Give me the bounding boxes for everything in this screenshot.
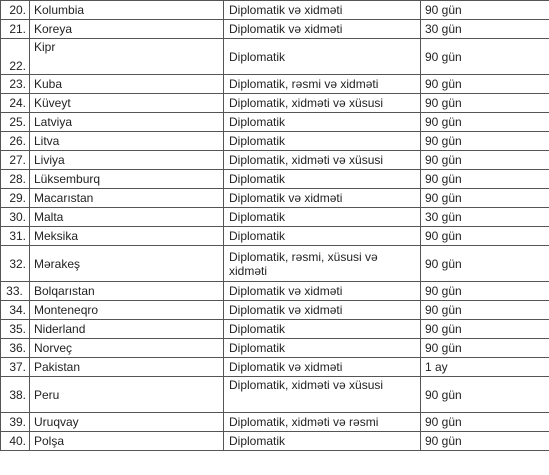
table-row bbox=[1, 75, 549, 94]
row-number: 34. bbox=[1, 301, 30, 320]
table-row bbox=[1, 189, 549, 208]
passport-type: Diplomatik və xidməti bbox=[224, 189, 421, 208]
stay-term: 90 gün bbox=[421, 94, 549, 113]
table-row bbox=[1, 301, 549, 320]
passport-type: Diplomatik və xidməti bbox=[224, 20, 421, 39]
country-name: Litva bbox=[30, 132, 224, 151]
country-name: Uruqvay bbox=[30, 413, 224, 432]
row-number: 30. bbox=[1, 208, 30, 227]
stay-term: 90 gün bbox=[421, 339, 549, 358]
country-name: Meksika bbox=[30, 227, 224, 246]
table-row bbox=[1, 282, 549, 301]
passport-type: Diplomatik, rəsmi və xidməti bbox=[224, 75, 421, 94]
passport-type: Diplomatik bbox=[224, 227, 421, 246]
row-number: 23. bbox=[1, 75, 30, 94]
table-row bbox=[1, 113, 549, 132]
stay-term: 90 gün bbox=[421, 189, 549, 208]
passport-type: Diplomatik, xidməti və xüsusi bbox=[224, 151, 421, 170]
country-name: Pakistan bbox=[30, 358, 224, 377]
table-row bbox=[1, 151, 549, 170]
row-number: 38. bbox=[1, 377, 30, 413]
passport-type: Diplomatik bbox=[224, 339, 421, 358]
country-name: Kipr bbox=[30, 39, 224, 75]
country-name: Macarıstan bbox=[30, 189, 224, 208]
table-row bbox=[1, 170, 549, 189]
passport-type: Diplomatik və xidməti bbox=[224, 358, 421, 377]
row-number: 32. bbox=[1, 246, 30, 282]
stay-term: 90 gün bbox=[421, 132, 549, 151]
country-name: Malta bbox=[30, 208, 224, 227]
row-number: 35. bbox=[1, 320, 30, 339]
stay-term: 90 gün bbox=[421, 413, 549, 432]
table-row bbox=[1, 246, 549, 282]
table-row bbox=[1, 227, 549, 246]
stay-term: 90 gün bbox=[421, 75, 549, 94]
passport-type: Diplomatik, xidməti və xüsusi bbox=[224, 94, 421, 113]
row-number: 28. bbox=[1, 170, 30, 189]
table-row bbox=[1, 132, 549, 151]
table-row bbox=[1, 94, 549, 113]
country-name: Monteneqro bbox=[30, 301, 224, 320]
country-name: Polşa bbox=[30, 432, 224, 451]
country-name: Küveyt bbox=[30, 94, 224, 113]
country-name: Mərakeş bbox=[30, 246, 224, 282]
passport-type: Diplomatik bbox=[224, 113, 421, 132]
table-row bbox=[1, 358, 549, 377]
stay-term: 90 gün bbox=[421, 1, 549, 20]
table-row bbox=[1, 320, 549, 339]
table-row bbox=[1, 432, 549, 451]
table-row bbox=[1, 39, 549, 75]
stay-term: 90 gün bbox=[421, 301, 549, 320]
row-number: 40. bbox=[1, 432, 30, 451]
stay-term: 90 gün bbox=[421, 39, 549, 75]
table-row bbox=[1, 1, 549, 20]
stay-term: 90 gün bbox=[421, 227, 549, 246]
table-row bbox=[1, 208, 549, 227]
row-number: 26. bbox=[1, 132, 30, 151]
row-number: 36. bbox=[1, 339, 30, 358]
row-number: 37. bbox=[1, 358, 30, 377]
country-name: Lüksemburq bbox=[30, 170, 224, 189]
passport-type: Diplomatik, rəsmi, xüsusi və xidməti bbox=[224, 246, 421, 282]
row-number: 25. bbox=[1, 113, 30, 132]
stay-term: 90 gün bbox=[421, 282, 549, 301]
table-row bbox=[1, 339, 549, 358]
passport-type: Diplomatik və xidməti bbox=[224, 1, 421, 20]
row-number: 27. bbox=[1, 151, 30, 170]
country-name: Norveç bbox=[30, 339, 224, 358]
country-name: Koreya bbox=[30, 20, 224, 39]
country-name: Niderland bbox=[30, 320, 224, 339]
passport-type: Diplomatik, xidməti və xüsusi bbox=[224, 377, 421, 413]
stay-term: 90 gün bbox=[421, 246, 549, 282]
passport-type: Diplomatik bbox=[224, 170, 421, 189]
table-row bbox=[1, 377, 549, 413]
stay-term: 30 gün bbox=[421, 208, 549, 227]
stay-term: 90 gün bbox=[421, 320, 549, 339]
passport-type: Diplomatik və xidməti bbox=[224, 301, 421, 320]
row-number: 39. bbox=[1, 413, 30, 432]
passport-type: Diplomatik bbox=[224, 208, 421, 227]
passport-type: Diplomatik, xidməti və rəsmi bbox=[224, 413, 421, 432]
country-name: Kolumbia bbox=[30, 1, 224, 20]
stay-term: 90 gün bbox=[421, 377, 549, 413]
passport-type: Diplomatik bbox=[224, 39, 421, 75]
stay-term: 90 gün bbox=[421, 432, 549, 451]
table-row bbox=[1, 413, 549, 432]
row-number: 31. bbox=[1, 227, 30, 246]
row-number: 20. bbox=[1, 1, 30, 20]
passport-type: Diplomatik və xidməti bbox=[224, 282, 421, 301]
country-name: Kuba bbox=[30, 75, 224, 94]
country-name: Latviya bbox=[30, 113, 224, 132]
stay-term: 90 gün bbox=[421, 170, 549, 189]
row-number: 33. bbox=[1, 282, 30, 301]
stay-term: 90 gün bbox=[421, 113, 549, 132]
row-number: 21. bbox=[1, 20, 30, 39]
row-number: 29. bbox=[1, 189, 30, 208]
country-name: Bolqarıstan bbox=[30, 282, 224, 301]
passport-type: Diplomatik bbox=[224, 320, 421, 339]
row-number: 22. bbox=[1, 39, 30, 75]
passport-type: Diplomatik bbox=[224, 432, 421, 451]
stay-term: 30 gün bbox=[421, 20, 549, 39]
country-name: Liviya bbox=[30, 151, 224, 170]
table-row bbox=[1, 20, 549, 39]
stay-term: 90 gün bbox=[421, 151, 549, 170]
country-name: Peru bbox=[30, 377, 224, 413]
passport-type: Diplomatik bbox=[224, 132, 421, 151]
row-number: 24. bbox=[1, 94, 30, 113]
stay-term: 1 ay bbox=[421, 358, 549, 377]
